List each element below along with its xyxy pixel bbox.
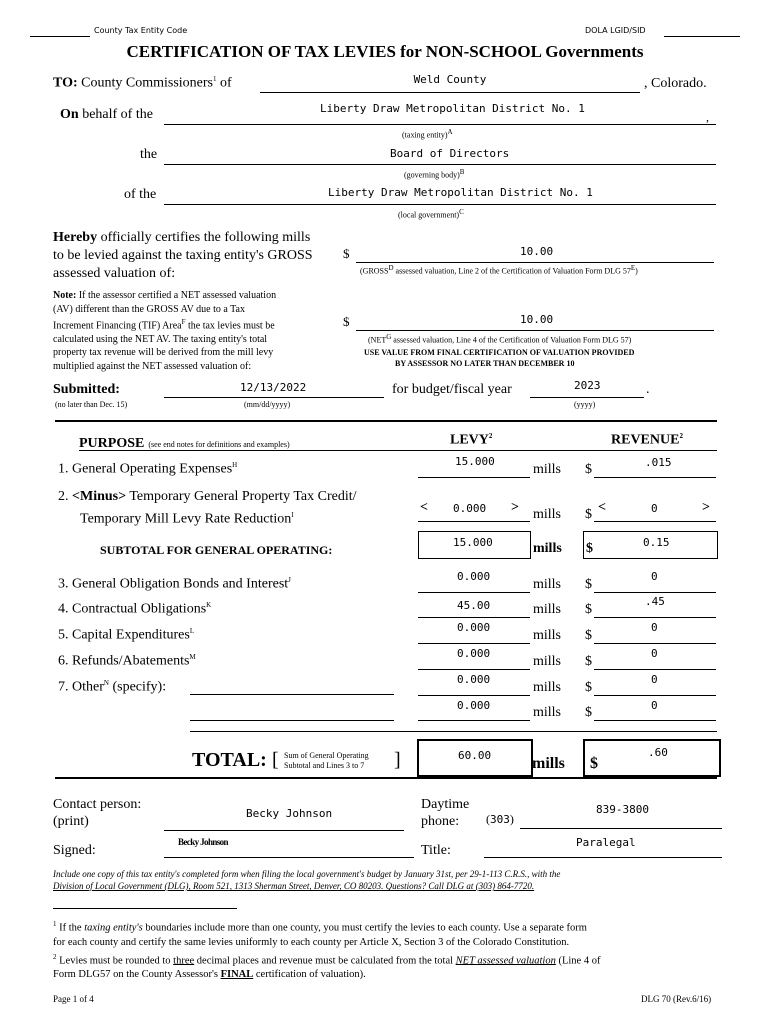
signed-label: Signed: xyxy=(53,843,96,858)
fn1-b: boundaries include more than one county, you must certify the levies to each county. Use a separate form xyxy=(142,922,587,934)
the-label: the xyxy=(140,147,158,162)
row-7-dollar: $ xyxy=(585,680,592,695)
gross-value[interactable]: 10.00 xyxy=(520,245,554,258)
gross-caption xyxy=(360,264,638,276)
row-5-sup: L xyxy=(189,627,195,635)
contact-label-1: Contact person: xyxy=(53,797,142,812)
daytime-label xyxy=(421,796,469,830)
note-line3b: the tax levies must be xyxy=(187,320,275,332)
total-note-1: Sum of General Operating xyxy=(284,751,369,760)
row-6-sup: M xyxy=(189,653,196,661)
submitted-caption: (no later than Dec. 15) xyxy=(55,400,128,409)
to-text: County Commissioners xyxy=(81,75,213,91)
daytime-label-1: Daytime xyxy=(421,797,470,812)
row-4-mills: mills xyxy=(533,602,562,617)
total-dollar: $ xyxy=(590,755,598,772)
row-7-revenue[interactable]: 0 xyxy=(651,673,658,686)
daytime-label-2: phone: xyxy=(421,814,460,829)
instructions xyxy=(53,868,560,892)
row-4-revenue[interactable]: .45 xyxy=(645,595,665,608)
note-text xyxy=(53,289,276,373)
signed-line xyxy=(164,857,414,858)
row-7-text: 7. Other xyxy=(58,679,104,695)
total-label: TOTAL: xyxy=(192,749,267,771)
total-note-2: Subtotal and Lines 3 to 7 xyxy=(284,761,365,770)
row-7-levy[interactable]: 0.000 xyxy=(457,673,491,686)
note-line4: calculated using the NET AV. The taxing entity's total xyxy=(53,333,268,345)
local-government-line xyxy=(164,204,716,205)
row-4-revenue-line xyxy=(594,617,716,618)
ofthe-label: of the xyxy=(124,187,157,202)
note-label: Note: xyxy=(53,290,77,301)
local-government-field[interactable]: Liberty Draw Metropolitan District No. 1 xyxy=(328,186,593,199)
footnotes xyxy=(53,917,600,982)
subtotal-levy[interactable]: 15.000 xyxy=(453,536,493,549)
row-8-revenue-line xyxy=(594,720,716,721)
row-1-label xyxy=(58,461,237,478)
note-line6: multiplied against the NET assessed valuation of: xyxy=(53,360,252,372)
net-line xyxy=(356,330,714,331)
row-8-revenue[interactable]: 0 xyxy=(651,699,658,712)
area-open: ( xyxy=(486,812,490,826)
total-note xyxy=(284,751,369,771)
year-period: . xyxy=(646,382,650,397)
row-4-text: 4. Contractual Obligations xyxy=(58,601,207,617)
row-3-mills: mills xyxy=(533,577,562,592)
total-revenue[interactable]: .60 xyxy=(648,746,668,759)
net-caption-a: (NET xyxy=(368,335,387,345)
taxing-entity-line xyxy=(164,124,716,125)
title-line xyxy=(484,857,722,858)
row-5-text: 5. Capital Expenditures xyxy=(58,627,190,643)
dola-label: DOLA LGID/SID xyxy=(585,26,646,35)
date-line xyxy=(164,397,384,398)
row-1-levy-line xyxy=(418,477,530,478)
row-8-dollar: $ xyxy=(585,705,592,720)
row-4-dollar: $ xyxy=(585,602,592,617)
submitted-label: Submitted: xyxy=(53,382,120,397)
fn1-a: If the xyxy=(56,922,85,934)
caption-sup-b: B xyxy=(459,168,465,176)
row-5-levy-line xyxy=(418,643,530,644)
total-mills: mills xyxy=(532,755,565,772)
page-title: CERTIFICATION OF TAX LEVIES for NON-SCHOOL Governments xyxy=(126,42,644,61)
note-line3a: Increment Financing (TIF) Area xyxy=(53,320,182,332)
row-4-sup: K xyxy=(206,601,212,609)
row-4-label xyxy=(58,601,211,618)
table-bottom-rule xyxy=(55,777,717,779)
row-2-num: 2. xyxy=(58,489,72,504)
budget-year-label: for budget/fiscal year xyxy=(392,382,512,397)
net-caption xyxy=(368,333,631,345)
to-of: of xyxy=(220,75,232,91)
row-6-label xyxy=(58,653,196,670)
gross-caption-sup2: E xyxy=(630,264,636,272)
row-1-revenue[interactable]: .015 xyxy=(645,456,672,469)
row-2-revenue[interactable]: 0 xyxy=(651,502,658,515)
county-tax-entity-code-label: County Tax Entity Code xyxy=(94,26,188,35)
page-number: Page 1 of 4 xyxy=(53,994,94,1004)
contact-label-2: (print) xyxy=(53,814,89,829)
note-line2: (AV) different than the GROSS AV due to a Tax xyxy=(53,303,245,315)
net-caption-b: assessed valuation, Line 4 of the Certification of Valuation Form DLG 57) xyxy=(393,335,632,345)
net-value[interactable]: 10.00 xyxy=(520,313,554,326)
fn2-sup: 2 xyxy=(53,952,57,961)
fn1-line2: for each county and certify the same levies uniformly to each county per Article X, Section 3 of the Colorado Constitution. xyxy=(53,936,570,948)
gross-dollar: $ xyxy=(343,246,350,261)
row-4-levy[interactable]: 45.00 xyxy=(457,599,491,612)
row-2-minus: <Minus> xyxy=(72,489,127,504)
subtotal-mills: mills xyxy=(533,541,562,556)
taxing-entity-caption xyxy=(402,128,453,140)
row-7-levy-line xyxy=(418,695,530,696)
purpose-note: (see end notes for definitions and examples) xyxy=(148,440,290,449)
row-2-rev-lt: < xyxy=(598,500,606,515)
row-3-revenue-line xyxy=(594,592,716,593)
date-caption: (mm/dd/yyyy) xyxy=(244,400,291,409)
gross-line xyxy=(356,262,714,263)
hereby-line3: assessed valuation of: xyxy=(53,266,176,281)
title-label: Title: xyxy=(421,843,451,858)
row-7-specify-line[interactable] xyxy=(190,694,394,695)
subtotal-dollar: $ xyxy=(586,541,593,556)
caption-sup-a: A xyxy=(447,128,453,136)
governing-body-field[interactable]: Board of Directors xyxy=(390,147,510,160)
row-5-revenue[interactable]: 0 xyxy=(651,621,658,634)
levy-header xyxy=(450,432,492,449)
levy-sup: 2 xyxy=(488,432,493,440)
row-7-specify: (specify): xyxy=(108,679,167,695)
row-5-levy[interactable]: 0.000 xyxy=(457,621,491,634)
colorado-suffix: , Colorado. xyxy=(644,76,707,91)
row-2-sup: I xyxy=(291,511,294,519)
row-6-revenue-line xyxy=(594,669,716,670)
behalf-on: On xyxy=(60,107,79,122)
revenue-header xyxy=(611,432,683,449)
fn2-final: FINAL xyxy=(220,969,254,980)
taxing-entity-caption-text: (taxing entity) xyxy=(402,130,448,140)
fn2-line2a: Form DLG57 on the County Assessor's xyxy=(53,969,221,980)
row-6-dollar: $ xyxy=(585,654,592,669)
row-1-text: 1. General Operating Expenses xyxy=(58,461,233,477)
total-rule xyxy=(190,731,717,732)
year-field[interactable]: 2023 xyxy=(574,379,601,392)
use-value-line1: USE VALUE FROM FINAL CERTIFICATION OF VALUATION PROVIDED xyxy=(364,348,635,357)
revenue-sup: 2 xyxy=(679,432,683,440)
gross-caption-a: (GROSS xyxy=(360,266,389,276)
row-2-lt: < xyxy=(420,500,428,515)
gross-caption-sup: D xyxy=(388,264,394,272)
total-bracket-open: [ xyxy=(272,749,279,771)
fn2-a: Levies must be rounded to xyxy=(56,955,174,966)
hereby-text xyxy=(53,229,313,283)
contact-person-field[interactable]: Becky Johnson xyxy=(246,807,333,820)
row-8-levy[interactable]: 0.000 xyxy=(457,699,491,712)
phone-field[interactable]: 839-3800 xyxy=(596,803,649,816)
form-number: DLG 70 (Rev.6/16) xyxy=(641,994,712,1004)
row-5-revenue-line xyxy=(594,643,716,644)
row-6-revenue[interactable]: 0 xyxy=(651,647,658,660)
taxing-entity-field[interactable]: Liberty Draw Metropolitan District No. 1 xyxy=(320,102,585,115)
county-line xyxy=(260,92,640,93)
row-1-revenue-line xyxy=(594,477,716,478)
to-line xyxy=(53,75,232,92)
use-value-line2: BY ASSESSOR NO LATER THAN DECEMBER 10 xyxy=(395,359,575,368)
hereby-line1: officially certifies the following mills xyxy=(100,230,311,245)
fn1-italic: taxing entity's xyxy=(84,922,143,934)
instructions-line2: Division of Local Government (DLG), Room 521, 1313 Sherman Street, Denver, CO 80203. Questions? Call DLG at (303) 864-7720. xyxy=(53,881,535,891)
fn2-c: (Line 4 of xyxy=(555,955,601,966)
row-7-revenue-line xyxy=(594,695,716,696)
total-bracket-close: ] xyxy=(394,749,401,771)
net-dollar: $ xyxy=(343,314,350,329)
to-label: TO: xyxy=(53,75,78,91)
hereby-line2: to be levied against the taxing entity's GROSS xyxy=(53,248,313,263)
row-7-sup: N xyxy=(103,679,109,687)
table-top-rule xyxy=(55,420,717,422)
fn2-net: NET assessed valuation xyxy=(455,955,556,966)
row-2-label-c: Temporary Mill Levy Rate Reduction xyxy=(80,511,292,527)
row-1-sup: H xyxy=(232,461,238,469)
row-3-levy[interactable]: 0.000 xyxy=(457,570,491,583)
row-1-dollar: $ xyxy=(585,462,592,477)
table-header-rule xyxy=(79,450,717,451)
levy-label: LEVY xyxy=(450,432,489,448)
note-line3sup: F xyxy=(181,318,186,326)
year-caption: (yyyy) xyxy=(574,400,596,409)
date-field[interactable]: 12/13/2022 xyxy=(240,381,307,394)
note-line1: If the assessor certified a NET assessed valuation xyxy=(78,290,277,301)
contact-label xyxy=(53,796,141,830)
row-3-dollar: $ xyxy=(585,577,592,592)
row-8-specify-line[interactable] xyxy=(190,720,394,721)
row-2-label-b: Temporary General Property Tax Credit/ xyxy=(126,489,357,504)
area-close: ) xyxy=(509,812,514,826)
row-2-levy-line xyxy=(418,521,530,522)
to-sup: 1 xyxy=(213,75,217,83)
caption-sup-c: C xyxy=(459,208,464,216)
year-line xyxy=(530,397,644,398)
row-2-mills: mills xyxy=(533,507,562,522)
title-field[interactable]: Paralegal xyxy=(576,836,636,849)
row-3-levy-line xyxy=(418,592,530,593)
fn2-line2b: certification of valuation). xyxy=(253,969,366,980)
governing-body-caption xyxy=(404,168,464,180)
row-3-revenue[interactable]: 0 xyxy=(651,570,658,583)
row-8-levy-line xyxy=(418,720,530,721)
fn2-three: three xyxy=(173,955,195,966)
purpose-label: PURPOSE xyxy=(79,436,145,451)
behalf-label xyxy=(60,107,153,123)
entity-code-line[interactable] xyxy=(30,36,90,37)
row-7-mills: mills xyxy=(533,680,562,695)
row-5-mills: mills xyxy=(533,628,562,643)
subtotal-label: SUBTOTAL FOR GENERAL OPERATING: xyxy=(100,543,333,557)
hereby-bold: Hereby xyxy=(53,230,98,245)
row-2-levy[interactable]: 0.000 xyxy=(453,502,487,515)
signature: Becky Johnson xyxy=(178,837,228,847)
dola-line[interactable] xyxy=(664,36,740,37)
row-1-mills: mills xyxy=(533,462,562,477)
row-6-levy-line xyxy=(418,669,530,670)
note-line5: property tax revenue will be derived from the mill levy xyxy=(53,347,274,359)
fn1-sup: 1 xyxy=(53,920,57,928)
row-6-text: 6. Refunds/Abatements xyxy=(58,653,190,669)
behalf-text: behalf of the xyxy=(82,107,153,122)
contact-line xyxy=(164,830,404,831)
revenue-label: REVENUE xyxy=(611,432,680,448)
footnote-rule xyxy=(53,908,237,909)
area-code xyxy=(486,812,514,827)
subtotal-revenue[interactable]: 0.15 xyxy=(643,536,670,549)
local-government-caption xyxy=(398,208,464,220)
row-8-mills: mills xyxy=(533,705,562,720)
row-3-sup: J xyxy=(288,576,291,584)
gross-caption-c: ) xyxy=(635,266,638,276)
row-6-levy[interactable]: 0.000 xyxy=(457,647,491,660)
row-6-mills: mills xyxy=(533,654,562,669)
row-3-text: 3. General Obligation Bonds and Interest xyxy=(58,576,289,592)
gross-caption-b: assessed valuation, Line 2 of the Certification of Valuation Form DLG 57 xyxy=(395,266,631,276)
local-government-caption-text: (local government) xyxy=(398,210,460,220)
row-7-label xyxy=(58,679,166,696)
row-2-dollar: $ xyxy=(585,507,592,522)
row-5-label xyxy=(58,627,194,644)
row-5-dollar: $ xyxy=(585,628,592,643)
instructions-line1: Include one copy of this tax entity's completed form when filing the local government's budget by January 31st, per 29-1-113 C.R.S., with the xyxy=(53,869,561,879)
total-levy[interactable]: 60.00 xyxy=(458,749,492,762)
area-code-field[interactable]: 303 xyxy=(490,813,510,826)
row-2-rev-gt: > xyxy=(702,500,710,515)
net-caption-sup: G xyxy=(386,333,392,341)
fn2-b: decimal places and revenue must be calculated from the total xyxy=(194,955,456,966)
row-2-revenue-line xyxy=(594,521,716,522)
county-field[interactable]: Weld County xyxy=(413,73,487,86)
behalf-comma: , xyxy=(706,110,709,124)
row-1-levy[interactable]: 15.000 xyxy=(455,455,495,468)
phone-line xyxy=(520,828,722,829)
governing-body-caption-text: (governing body) xyxy=(404,170,460,180)
governing-body-line xyxy=(164,164,716,165)
row-2-gt: > xyxy=(511,500,519,515)
row-4-levy-line xyxy=(418,617,530,618)
row-3-label xyxy=(58,576,291,593)
row-2-label xyxy=(58,488,357,529)
